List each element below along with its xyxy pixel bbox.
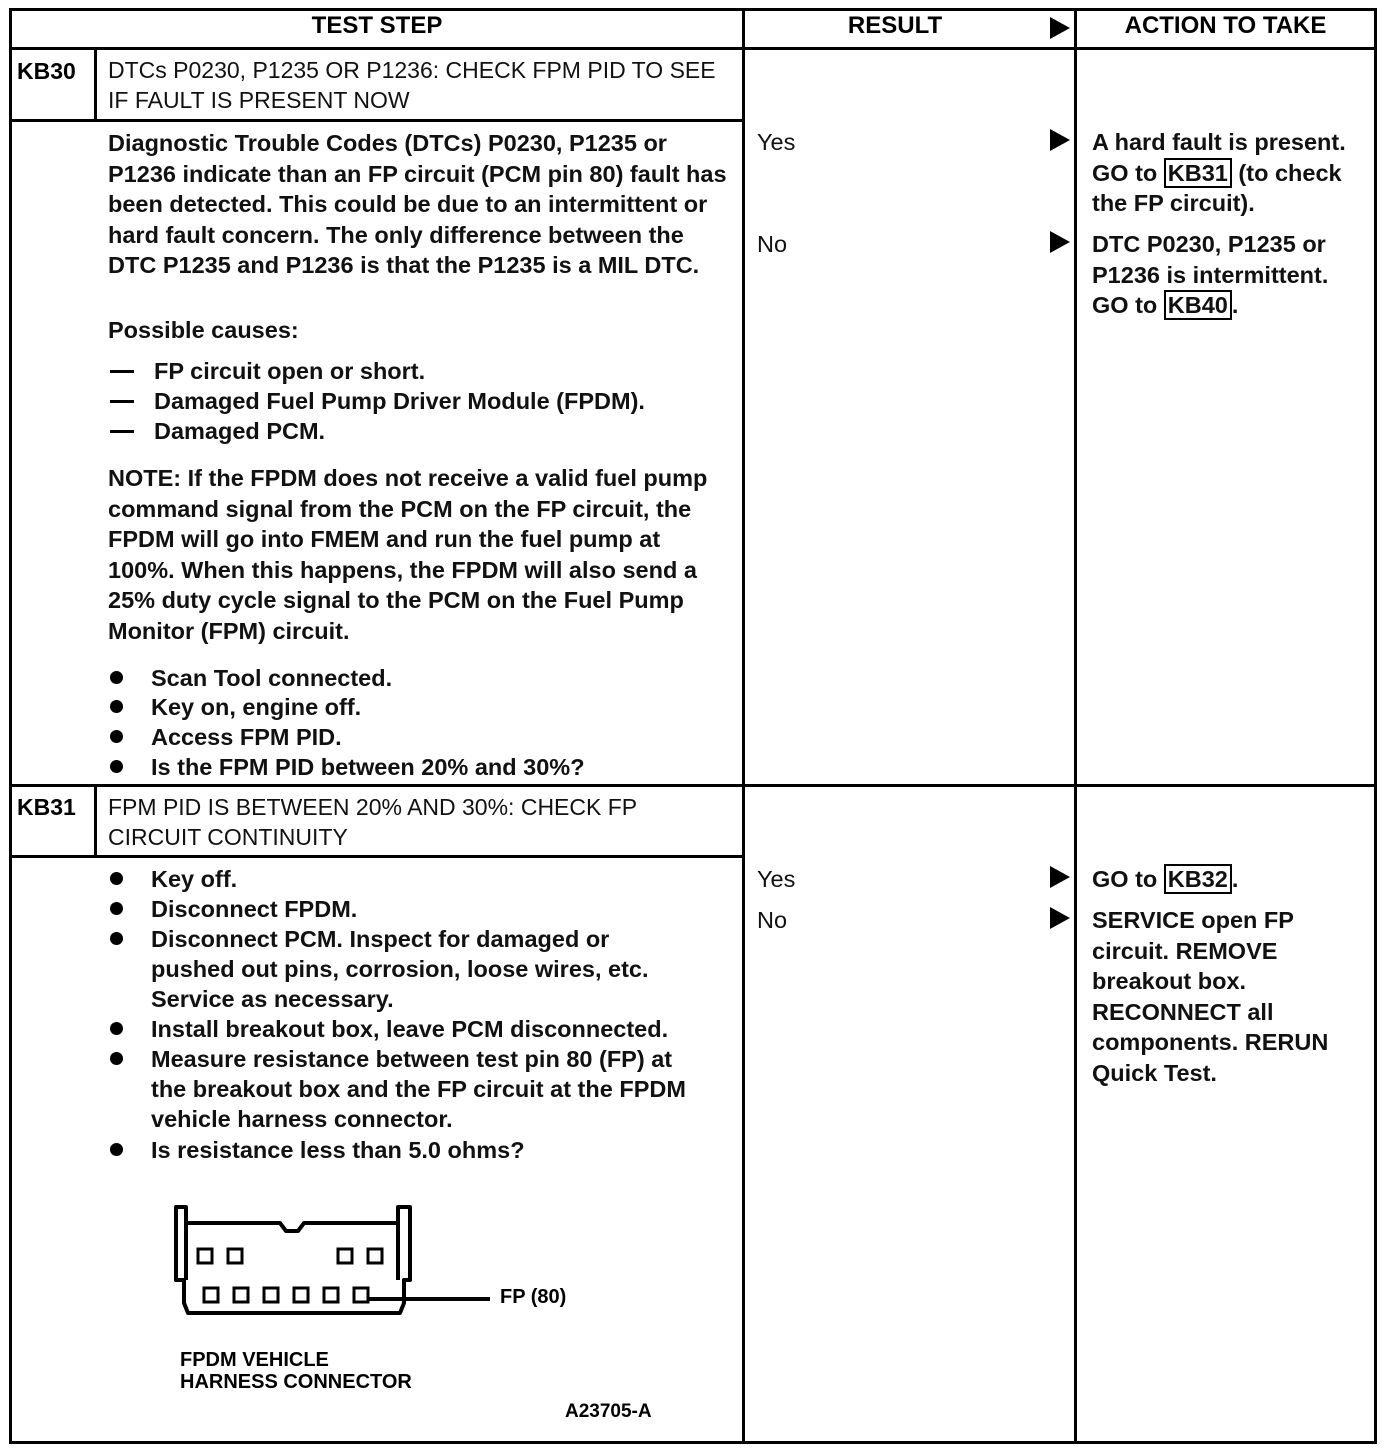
arrow-right-icon <box>1050 231 1070 253</box>
kb30-action-yes: A hard fault is present. GO to KB31 (to check the FP circuit). <box>1092 129 1346 216</box>
pin-icon <box>234 1288 248 1302</box>
dash-icon <box>110 370 134 373</box>
table-left-border <box>9 8 12 1444</box>
kb31-step-item: Measure resistance between test pin 80 (FP) at the breakout box and the FP circuit at the FPDM vehicle harness connector. <box>110 1044 730 1134</box>
pin-icon <box>338 1249 352 1263</box>
kb31-result-yes: Yes <box>757 866 796 892</box>
kb30-result-no: No <box>757 231 788 257</box>
kb30-title-border <box>9 119 744 122</box>
pin-icon <box>368 1249 382 1263</box>
bullet-icon <box>110 1143 123 1156</box>
bullet-icon <box>110 902 123 915</box>
kb32-reference-link[interactable]: KB32 <box>1164 864 1232 894</box>
pin-icon <box>294 1288 308 1302</box>
kb30-step-id: KB30 <box>17 58 76 84</box>
kb31-reference-link[interactable]: KB31 <box>1164 158 1232 188</box>
header-bottom-border <box>9 47 1377 50</box>
kb30-id-divider <box>94 47 97 122</box>
kb30-cause-item: Damaged Fuel Pump Driver Module (FPDM). <box>110 386 730 416</box>
kb31-title: FPM PID IS BETWEEN 20% AND 30%: CHECK FP CIRCUIT CONTINUITY <box>108 794 637 850</box>
table-right-border <box>1374 8 1377 1444</box>
pin-icon <box>198 1249 212 1263</box>
pin-icon <box>354 1288 368 1302</box>
table-top-border <box>9 8 1377 11</box>
fpdm-connector-diagram <box>160 1195 620 1335</box>
kb31-action-yes: GO to KB32 . <box>1092 866 1239 892</box>
kb30-title: DTCs P0230, P1235 OR P1236: CHECK FPM PID TO SEE IF FAULT IS PRESENT NOW <box>108 57 716 113</box>
pin-icon <box>264 1288 278 1302</box>
figure-caption: FPDM VEHICLE HARNESS CONNECTOR <box>180 1349 412 1393</box>
figure-id: A23705-A <box>565 1401 652 1422</box>
header-action-to-take: ACTION TO TAKE <box>1124 12 1327 39</box>
kb30-intro-text: Diagnostic Trouble Codes (DTCs) P0230, P1235 or P1236 indicate than an FP circuit (PCM pin 80) fault has been detected. This could be due to an intermittent or hard fault concern. The only difference between the DTC P1235 and P1236 is that the P1235 is a MIL DTC. <box>108 130 727 278</box>
kb30-action-no: DTC P0230, P1235 or P1236 is intermittent. GO to KB40 . <box>1092 231 1329 318</box>
kb30-note: NOTE: If the FPDM does not receive a valid fuel pump command signal from the PCM on the FP circuit, the FPDM will go into FMEM and run the fuel pump at 100%. When this happens, the FPDM will also send a 25% duty cycle signal to the PCM on the Fuel Pump Monitor (FPM) circuit. <box>108 465 708 644</box>
kb31-title-border <box>9 855 744 858</box>
bullet-icon <box>110 700 123 713</box>
pin-icon <box>204 1288 218 1302</box>
header-result: RESULT <box>847 12 943 39</box>
kb31-action-no: SERVICE open FP circuit. REMOVE breakout box. RECONNECT all components. RERUN Quick Test. <box>1092 907 1329 1086</box>
kb31-step-id: KB31 <box>17 794 76 820</box>
pin-icon <box>228 1249 242 1263</box>
kb30-result-yes: Yes <box>757 129 796 155</box>
kb31-step-item: Key off. <box>110 864 730 894</box>
bullet-icon <box>110 1052 123 1065</box>
bullet-icon <box>110 872 123 885</box>
pin-icon <box>324 1288 338 1302</box>
kb31-top-border <box>9 784 1377 787</box>
arrow-right-icon <box>1050 129 1070 151</box>
kb31-step-item: Disconnect FPDM. <box>110 894 730 924</box>
kb31-step-item: Disconnect PCM. Inspect for damaged or pushed out pins, corrosion, loose wires, etc. Service as necessary. <box>110 924 730 1014</box>
fp-pin-label: FP (80) <box>500 1286 567 1308</box>
dash-icon <box>110 430 134 433</box>
kb30-step-item: Access FPM PID. <box>110 722 730 752</box>
kb30-step-item: Key on, engine off. <box>110 692 730 722</box>
bullet-icon <box>110 671 123 684</box>
kb31-step-item: Install breakout box, leave PCM disconnected. <box>110 1014 730 1044</box>
bullet-icon <box>110 1022 123 1035</box>
table-bottom-border <box>9 1441 1377 1444</box>
kb30-causes-label: Possible causes: <box>108 317 299 343</box>
kb30-step-item: Is the FPM PID between 20% and 30%? <box>110 752 730 782</box>
header-arrow-icon <box>1050 17 1070 39</box>
kb30-cause-item: Damaged PCM. <box>110 416 730 446</box>
bullet-icon <box>110 932 123 945</box>
result-column-divider <box>1074 8 1077 1444</box>
kb31-id-divider <box>94 784 97 858</box>
arrow-right-icon <box>1050 866 1070 888</box>
kb40-reference-link[interactable]: KB40 <box>1164 290 1232 320</box>
dash-icon <box>110 400 134 403</box>
kb31-result-no: No <box>757 907 788 933</box>
arrow-right-icon <box>1050 907 1070 929</box>
bullet-icon <box>110 730 123 743</box>
kb30-cause-item: FP circuit open or short. <box>110 356 730 386</box>
kb30-step-item: Scan Tool connected. <box>110 663 730 693</box>
header-test-step: TEST STEP <box>311 12 443 39</box>
step-column-divider <box>742 8 745 1444</box>
bullet-icon <box>110 760 123 773</box>
kb31-step-item: Is resistance less than 5.0 ohms? <box>110 1135 730 1165</box>
